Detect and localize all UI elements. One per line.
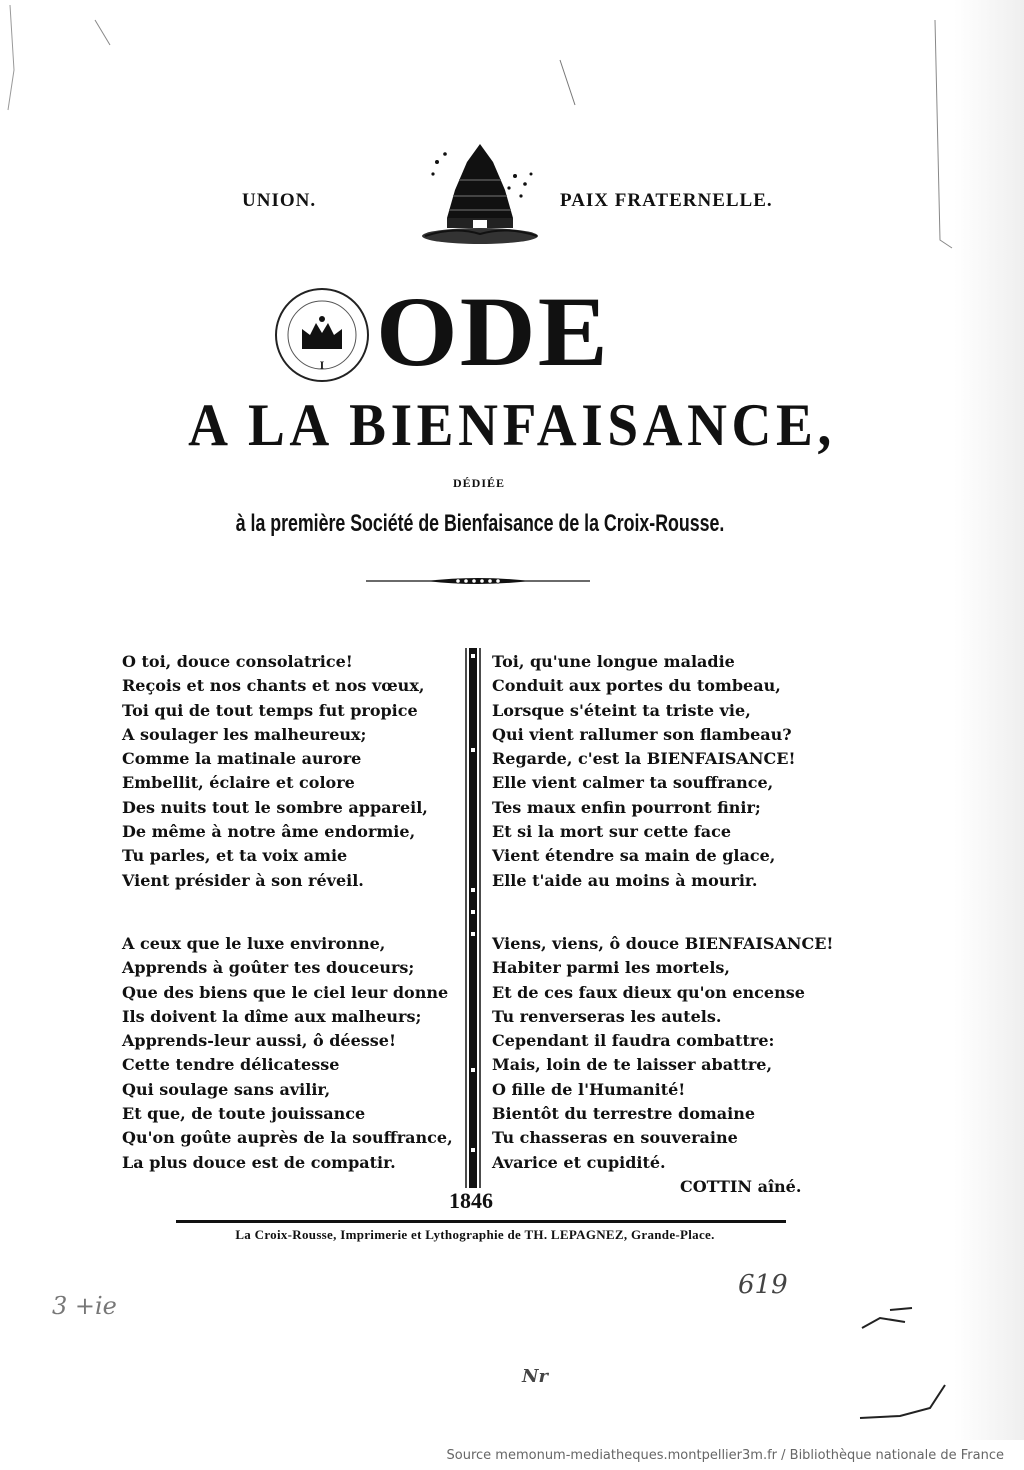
- title-ode: ODE: [376, 276, 610, 387]
- title-main: A LA BIENFAISANCE,: [188, 392, 836, 458]
- poem-right-stanza-2: [492, 932, 852, 1175]
- verse-line: Vient étendre sa main de glace,: [492, 846, 776, 866]
- verse-line: Tu chasseras en souveraine: [492, 1128, 738, 1148]
- dedication-label: DÉDIÉE: [452, 476, 505, 490]
- verse-line: Toi qui de tout temps fut propice: [122, 700, 418, 720]
- publication-year: 1846: [449, 1188, 493, 1213]
- verse-line: Reçois et nos chants et nos vœux,: [122, 676, 425, 696]
- verse-line: Elle vient calmer ta souffrance,: [492, 773, 774, 793]
- verse-line: Avarice et cupidité.: [492, 1152, 666, 1172]
- verse-line: Tu renverseras les autels.: [492, 1006, 722, 1026]
- verse-line: Conduit aux portes du tombeau,: [492, 676, 781, 696]
- verse-line: Mais, loin de te laisser abattre,: [492, 1055, 773, 1075]
- motto-left: UNION.: [242, 190, 317, 211]
- verse-line: Ils doivent la dîme aux malheurs;: [122, 1006, 422, 1026]
- verse-line: A ceux que le luxe environne,: [122, 934, 386, 953]
- verse-line: Bientôt du terrestre domaine: [492, 1104, 756, 1124]
- beehive-icon: [415, 140, 545, 250]
- verse-line: Toi, qu'une longue maladie: [492, 652, 735, 671]
- verse-line: Et si la mort sur cette face: [492, 822, 732, 842]
- verse-line: Embellit, éclaire et colore: [122, 773, 355, 793]
- library-stamp: [272, 285, 372, 385]
- verse-line: Apprends à goûter tes douceurs;: [122, 958, 415, 978]
- stamp-mark: I: [319, 361, 325, 372]
- verse-line: Regarde, c'est la BIENFAISANCE!: [492, 749, 796, 769]
- poem-right-stanza-1: [492, 650, 852, 893]
- verse-line: Comme la matinale aurore: [122, 749, 362, 769]
- verse-line: Et de ces faux dieux qu'on encense: [492, 982, 805, 1002]
- verse-line: De même à notre âme endormie,: [122, 822, 416, 842]
- dedication-text: à la première Société de Bienfaisance de la Croix-Rousse.: [235, 510, 725, 537]
- column-divider: [458, 648, 488, 1188]
- verse-line: O toi, douce consolatrice!: [122, 652, 353, 671]
- verse-line: Elle t'aide au moins à mourir.: [492, 870, 758, 890]
- verse-line: O fille de l'Humanité!: [492, 1079, 686, 1099]
- verse-line: Viens, viens, ô douce BIENFAISANCE!: [492, 934, 834, 953]
- printer-imprint: La Croix-Rousse, Imprimerie et Lythographie de TH. LEPAGNEZ, Grande-Place.: [235, 1227, 715, 1242]
- verse-line: Des nuits tout le sombre appareil,: [122, 797, 428, 817]
- verse-line: Tes maux enfin pourront finir;: [492, 797, 761, 817]
- poem-left-stanza-1: [122, 650, 462, 893]
- verse-line: Qui vient rallumer son flambeau?: [492, 724, 792, 744]
- footer-rule: [176, 1220, 786, 1223]
- verse-line: Lorsque s'éteint ta triste vie,: [492, 700, 751, 720]
- verse-line: Apprends-leur aussi, ô déesse!: [122, 1031, 396, 1051]
- handwritten-note-bottom: Nr: [522, 1366, 548, 1387]
- verse-line: Et que, de toute jouissance: [122, 1104, 366, 1124]
- source-footer: Source memonum-mediatheques.montpellier3m.fr / Bibliothèque nationale de France: [446, 1448, 1004, 1463]
- verse-line: Tu parles, et ta voix amie: [122, 846, 348, 866]
- verse-line: Que des biens que le ciel leur donne: [122, 982, 449, 1002]
- verse-line: Qui soulage sans avilir,: [122, 1079, 331, 1099]
- ornament-divider: [366, 574, 590, 588]
- handwritten-note-right: 619: [738, 1270, 788, 1300]
- poem-left-stanza-2: [122, 932, 462, 1175]
- handwritten-note-left: 3 +ie: [52, 1292, 117, 1320]
- verse-line: Cependant il faudra combattre:: [492, 1031, 775, 1051]
- verse-line: Qu'on goûte auprès de la souffrance,: [122, 1128, 453, 1148]
- verse-line: La plus douce est de compatir.: [122, 1152, 396, 1172]
- verse-line: Habiter parmi les mortels,: [492, 958, 730, 978]
- verse-line: A soulager les malheureux;: [122, 724, 367, 744]
- poem-signature: COTTIN aîné.: [680, 1177, 802, 1196]
- motto-right: PAIX FRATERNELLE.: [560, 190, 773, 211]
- verse-line: Cette tendre délicatesse: [122, 1055, 340, 1075]
- verse-line: Vient présider à son réveil.: [122, 870, 364, 890]
